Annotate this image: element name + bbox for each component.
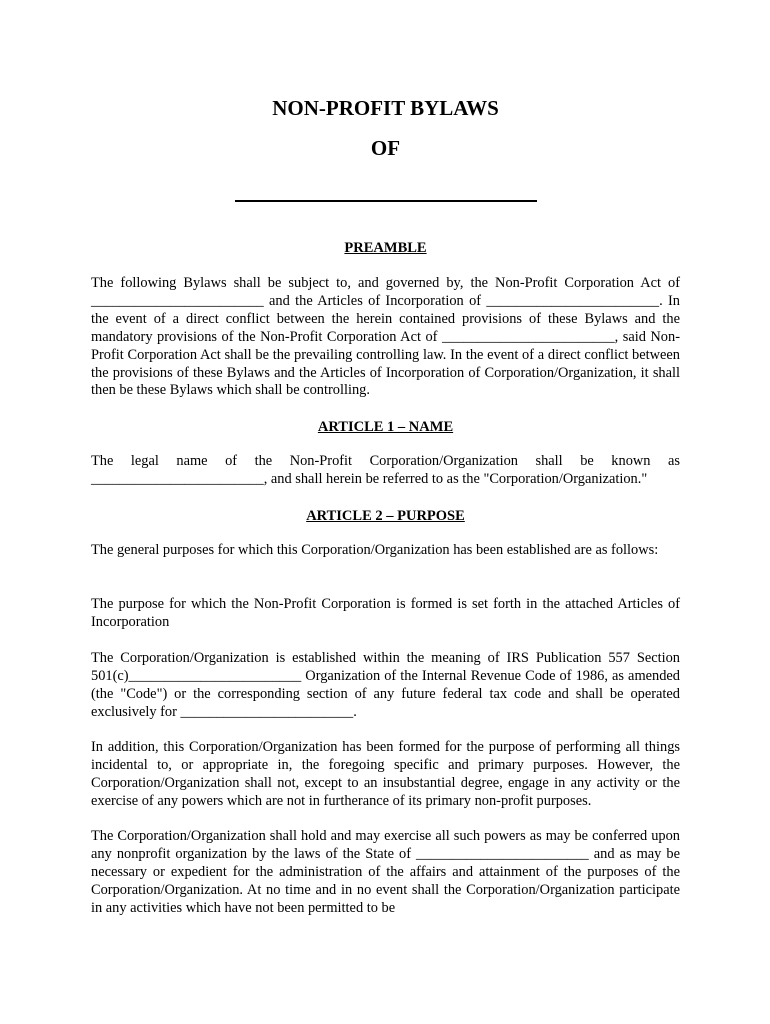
article-1-paragraph: The legal name of the Non-Profit Corporation/Organization shall be known as ________________________, and shall herein be referred to as the "Corporation/Organization." xyxy=(91,453,680,487)
article-1-heading: ARTICLE 1 – NAME xyxy=(317,419,454,435)
article-2-paragraph-3: The Corporation/Organization is established within the meaning of IRS Publication 557 Section 501(c)________________________ Organization of the Internal Revenue Code of 1986, as amended (the "Code") or the corresponding section of any future federal tax code and shall be operated exclusively for ________________________. xyxy=(91,650,680,720)
preamble-heading: PREAMBLE xyxy=(344,240,427,256)
article-2-paragraph-2: The purpose for which the Non-Profit Corporation is formed is set forth in the attached Articles of Incorporation xyxy=(91,596,680,630)
preamble-paragraph: The following Bylaws shall be subject to, and governed by, the Non-Profit Corporation Act of ________________________ and the Articles of Incorporation of ________________________. In the event of a direct conflict between the herein contained provisions of these Bylaws and the mandatory provisions of the Non-Profit Corporation Act of ________________________, said Non-Profit Corporation Act shall be the prevailing controlling law. In the event of a direct conflict between the provisions of these Bylaws and the Articles of Incorporation of Corporation/Organization, it shall then be these Bylaws which shall be controlling. xyxy=(91,275,680,399)
article-2-paragraph-1: The general purposes for which this Corporation/Organization has been established are as follows: xyxy=(91,542,659,558)
article-2-paragraph-5: The Corporation/Organization shall hold and may exercise all such powers as may be conferred upon any nonprofit organization by the laws of the State of ________________________ and as may be necessary or expedient for the administration of the affairs and attainment of the purposes of the Corporation/Organization. At no time and in no event shall the Corporation/Organization participate in any activities which have not been permitted to be xyxy=(91,828,680,916)
organization-name-blank-line xyxy=(235,200,537,202)
document-title-of: OF xyxy=(370,136,401,160)
article-2-paragraph-4: In addition, this Corporation/Organization has been formed for the purpose of performing all things incidental to, or appropriate in, the foregoing specific and primary purposes. However, the Corporation/Organization shall not, except to an insubstantial degree, engage in any activity or the exercise of any powers which are not in furtherance of its primary non-profit purposes. xyxy=(91,739,680,809)
document-title: NON-PROFIT BYLAWS xyxy=(272,96,499,120)
article-2-heading: ARTICLE 2 – PURPOSE xyxy=(306,508,465,524)
